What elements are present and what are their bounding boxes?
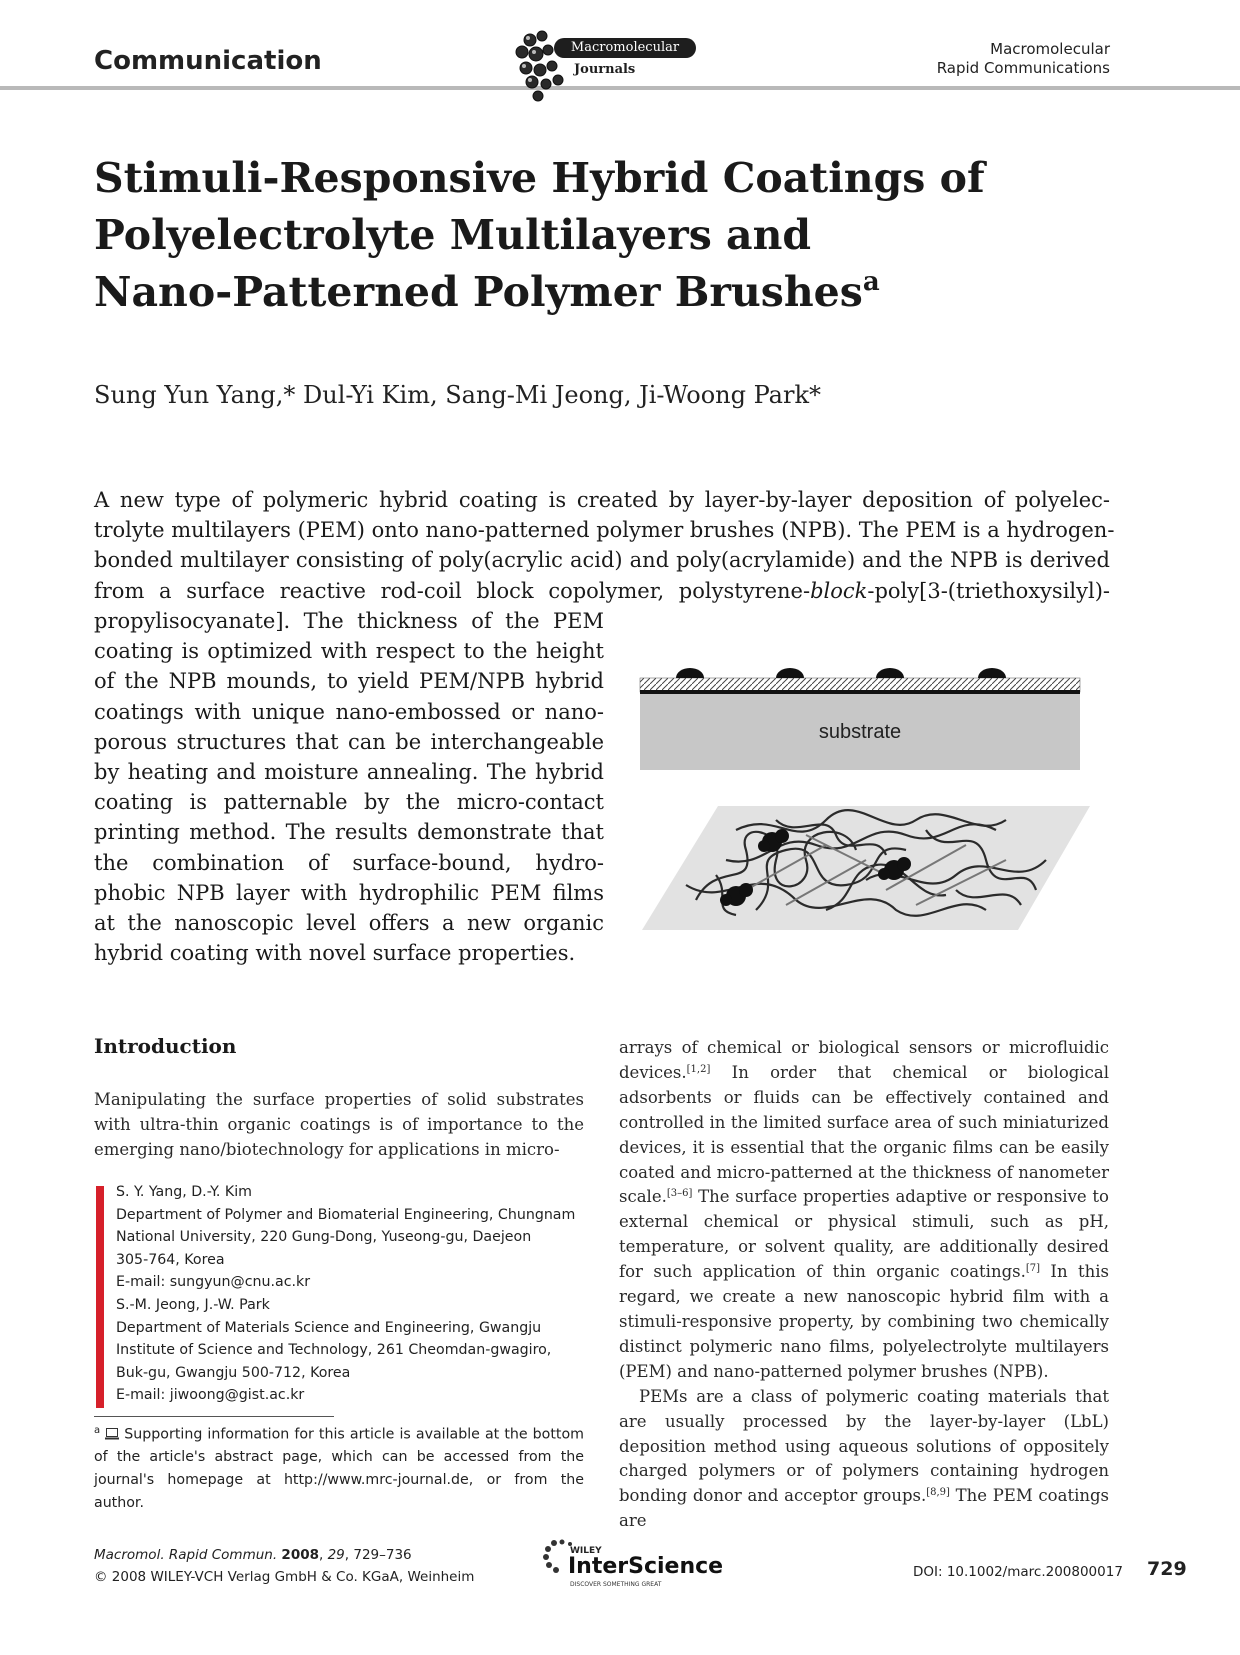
body-paragraph (619, 1036, 1109, 1385)
brush-layer (640, 690, 1080, 694)
logo-title: Macromolecular (554, 38, 696, 58)
affiliation-line: Buk-gu, Gwangju 500-712, Korea (116, 1364, 351, 1381)
footnote-mark: a (94, 1425, 101, 1436)
abstract-line: A new type of polymeric hybrid coating is created by layer-by-layer deposition of polyelec- (94, 488, 1110, 512)
abstract-line: coating is optimized with respect to the height (94, 639, 604, 664)
affiliation-line: 305-764, Korea (116, 1251, 225, 1268)
abstract-italic: block (810, 578, 868, 603)
body-text: In this regard, we create a new nanoscopic hybrid film with a stimuli-responsive property, by combining two chemically distinct polymeric nano films, polyelectrolyte multilayers (PEM) and nano-patterned polymer brushes (NPB). (619, 1262, 1109, 1381)
computer-icon (105, 1428, 119, 1440)
footer-citation (94, 1544, 474, 1588)
article-title (94, 150, 1094, 321)
npb-mound (776, 668, 804, 678)
right-column (619, 1036, 1109, 1534)
abstract-full-width (94, 485, 1115, 606)
journal-name-line2: Rapid Communications (936, 59, 1110, 77)
title-line-3: Nano-Patterned Polymer Brushes (94, 268, 863, 316)
intro-paragraph: Manipulating the surface properties of solid substrates with ultra-thin organic coatings is of importance to the emerging nano/biotechnology for applications in micro- (94, 1090, 584, 1159)
abstract-text: -poly[3-(triethoxysilyl)- (867, 578, 1110, 603)
abstract-line: coating is patternable by the micro-contact (94, 790, 604, 815)
copyright: © 2008 WILEY-VCH Verlag GmbH & Co. KGaA, Weinheim (94, 1569, 475, 1585)
abstract-line: propylisocyanate]. The thickness of the PEM (94, 609, 604, 633)
publisher-small: WILEY (570, 1546, 602, 1556)
publisher-logo-text: InterScience (568, 1554, 724, 1579)
publisher-tagline: DISCOVER SOMETHING GREAT (570, 1581, 662, 1588)
abstract-text: from a surface reactive rod-coil block copolymer, polystyrene- (94, 578, 811, 603)
section-label: Communication (94, 46, 322, 76)
abstract-line: coatings with unique nano-embossed or nano- (94, 699, 604, 724)
affiliation-bar (96, 1186, 104, 1408)
substrate-schematic (640, 668, 1080, 770)
abstract-line: the combination of surface-bound, hydro- (94, 850, 604, 875)
citation-volume: 29 (327, 1547, 345, 1563)
affiliation-line: National University, 220 Gung-Dong, Yuseong-gu, Daejeon (116, 1229, 532, 1246)
affiliation-block (116, 1181, 596, 1407)
citation-ref: [7] (1025, 1263, 1041, 1275)
abstract-figure (626, 660, 1096, 940)
abstract-line (94, 576, 1110, 606)
abstract-line: bonded multilayer consisting of poly(acrylic acid) and poly(acrylamide) and the NPB is derived (94, 548, 1110, 573)
affiliation-line: E-mail: jiwoong@gist.ac.kr (116, 1387, 305, 1404)
abstract-line: porous structures that can be interchangeable (94, 729, 604, 754)
abstract-line: printing method. The results demonstrate that (94, 820, 604, 845)
body-paragraph (619, 1385, 1109, 1534)
affiliation-line: Department of Materials Science and Engineering, Gwangju (116, 1319, 542, 1336)
affiliation-line: E-mail: sungyun@cnu.ac.kr (116, 1274, 311, 1291)
logo-subtitle: Journals (574, 62, 636, 77)
body-text: arrays of chemical or biological sensors or microfluidic devices. (619, 1038, 1109, 1082)
npb-mound (978, 668, 1006, 678)
abstract-line: at the nanoscopic level offers a new organic (94, 911, 604, 936)
footnote-text: Supporting information for this article is available at the bottom of the article's abstract page, which can be accessed from the journal's homepage at http://www.mrc-journal.de, or from the author. (94, 1426, 584, 1511)
body-text: The surface properties adaptive or responsive to external chemical or physical stimuli, such as pH, temperature, or solvent quality, are additionally desired for such application of thin organic coatings. (619, 1187, 1109, 1282)
brush-network (642, 806, 1090, 930)
title-line-2: Polyelectrolyte Multilayers and (94, 211, 812, 259)
abstract-line: phobic NPB layer with hydrophilic PEM films (94, 880, 604, 905)
citation-line: Macromol. Rapid Commun. 2008, 29, 729–736 (94, 1547, 412, 1563)
affiliation-line: Department of Polymer and Biomaterial Engineering, Chungnam (116, 1206, 576, 1223)
body-text: In order that chemical or biological adsorbents or fluids can be effectively contained and controlled in the limited surface area of such miniaturized devices, it is essential that the organic films can be easily coated and micro-patterned at the thickness of nanometer scale. (619, 1062, 1109, 1207)
footnote-rule (94, 1416, 334, 1417)
abstract-line: hybrid coating with novel surface properties. (94, 941, 576, 966)
pem-layer (640, 678, 1080, 692)
journal-name-line1: Macromolecular (990, 40, 1110, 58)
title-footnote-mark: a (862, 267, 880, 297)
citation-ref: [3–6] (666, 1188, 693, 1200)
journal-name (937, 40, 1110, 78)
footer-doi: DOI: 10.1002/marc.200800017 (913, 1564, 1123, 1580)
citation-journal: Macromol. Rapid Commun. (94, 1547, 278, 1563)
citation-ref: [1,2] (686, 1063, 711, 1075)
interscience-logo (540, 1533, 730, 1593)
author-list: Sung Yun Yang,* Dul-Yi Kim, Sang-Mi Jeong, Ji-Woong Park* (94, 381, 821, 409)
page-number: 729 (1147, 1558, 1187, 1580)
journal-logo (508, 20, 698, 108)
section-heading-introduction: Introduction (94, 1034, 237, 1058)
npb-mound (676, 668, 704, 678)
substrate-label: substrate (818, 721, 902, 743)
title-line-1: Stimuli-Responsive Hybrid Coatings of (94, 154, 985, 202)
citation-year: 2008 (281, 1547, 319, 1563)
affiliation-line: S.-M. Jeong, J.-W. Park (116, 1296, 270, 1313)
citation-ref: [8,9] (926, 1487, 950, 1499)
abstract-line: by heating and moisture annealing. The hybrid (94, 760, 604, 785)
body-text: PEMs are a class of polymeric coating materials that are usually processed by the layer-by-layer (LbL) deposition method using aqueous solutions of oppositely charged polymers or of polymers containing hydrogen bonding donor and acceptor groups. (619, 1386, 1109, 1506)
affiliation-line: S. Y. Yang, D.-Y. Kim (116, 1184, 252, 1200)
footnote (94, 1420, 584, 1514)
abstract-line: of the NPB mounds, to yield PEM/NPB hybrid (94, 669, 604, 694)
body-text: The PEM coatings are (619, 1486, 1110, 1531)
citation-pages: , 729–736 (344, 1547, 412, 1563)
abstract-line: trolyte multilayers (PEM) onto nano-patterned polymer brushes (NPB). The PEM is a hydrogen- (94, 518, 1115, 543)
npb-mound (876, 668, 904, 678)
affiliation-line: Institute of Science and Technology, 261 Cheomdan-gwagiro, (116, 1342, 552, 1359)
abstract-narrow (94, 606, 604, 968)
